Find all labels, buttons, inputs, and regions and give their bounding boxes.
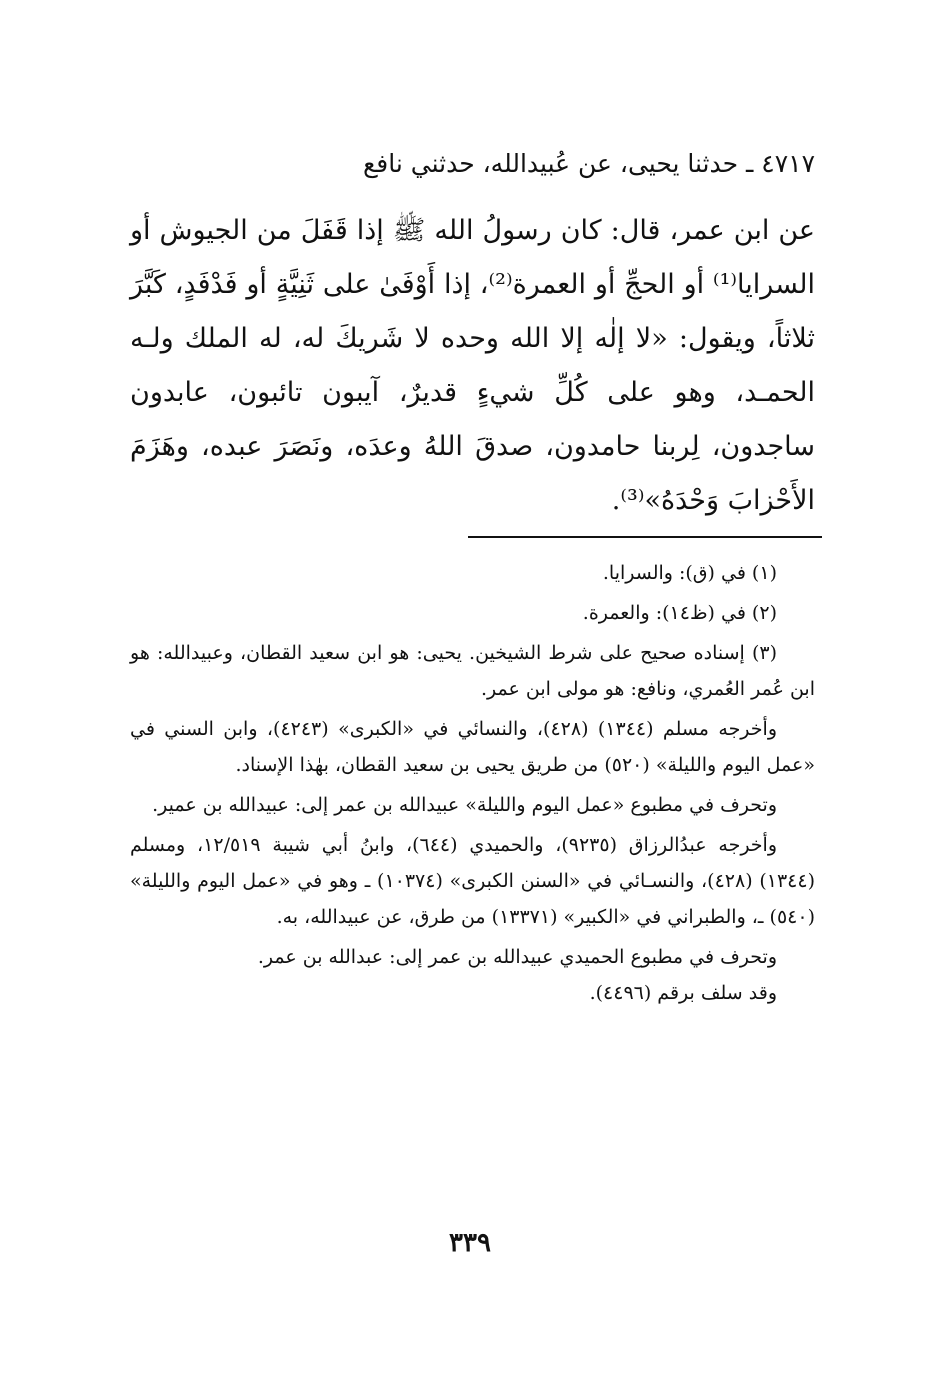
footnote-3: (٣) إسناده صحيح على شرط الشيخين. يحيى: هو ابن سعيد القطان، وعبيدالله: هو ابن عُمر العُمري، ونافع: هو مولى ابن عمر. [130,642,815,700]
footnote-2: (٢) في (ظ١٤): والعمرة. [582,602,777,624]
footnote-1: (١) في (ق): والسرايا. [602,562,777,584]
footnotes [130,555,815,1015]
hadith-heading: ٤٧١٧ ـ حدثنا يحيى، عن عُبيدالله، حدثني نافع [362,149,815,178]
footnote-3-cross-reference: وقد سلف برقم (٤٤٩٦). [589,982,777,1004]
footnote-3-tahrif-2: وتحرف في مطبوع الحميدي عبيدالله بن عمر إلى: عبدالله بن عمر. [257,946,777,968]
footnote-divider [468,536,822,538]
hadith-text: عن ابن عمر، قال: كان رسولُ الله ﷺ إذا قَفَلَ من الجيوش أو السرايا⁽¹⁾ أو الحجِّ أو العمرة⁽²⁾، إذا أَوْفَىٰ على ثَنِيَّةٍ أو فَدْفَدٍ، كَبَّرَ ثلاثاً، ويقول: «لا إلٰه إلا الله وحده لا شَريكَ له، له الملك ولـه الحمـد، وهو على كُلِّ شيءٍ قديرٌ، آيبون تائبون، عابدون ساجدون، لِربنا حامدون، صدقَ اللهُ وعدَه، ونَصَرَ عبده، وهَزَمَ الأَحْزابَ وَحْدَهُ»⁽³⁾. [130,215,815,516]
footnote-3-takhrij: وأخرجه مسلم (١٣٤٤) (٤٢٨)، والنسائي في «الكبرى» (٤٢٤٣)، وابن السني في «عمل اليوم والليلة» (٥٢٠) من طريق يحيى بن سعيد القطان، بهٰذا الإسناد. [130,718,815,776]
footnote-3-tahrif-1: وتحرف في مطبوع «عمل اليوم والليلة» عبيدالله بن عمر إلى: عبيدالله بن عمير. [152,794,777,816]
footnote-3-takhrij-2: وأخرجه عبدُالرزاق (٩٢٣٥)، والحميدي (٦٤٤)، وابنُ أبي شيبة ١٢/٥١٩، ومسلم (١٣٤٤) (٤٢٨)، والنسـائي في «السنن الكبرى» (١٠٣٧٤) ـ وهو في «عمل اليوم والليلة» (٥٤٠) ـ، والطبراني في «الكبير» (١٣٣٧١) من طرق، عن عبيدالله، به. [130,834,816,928]
page-number: ٣٣٩ [449,1228,491,1258]
